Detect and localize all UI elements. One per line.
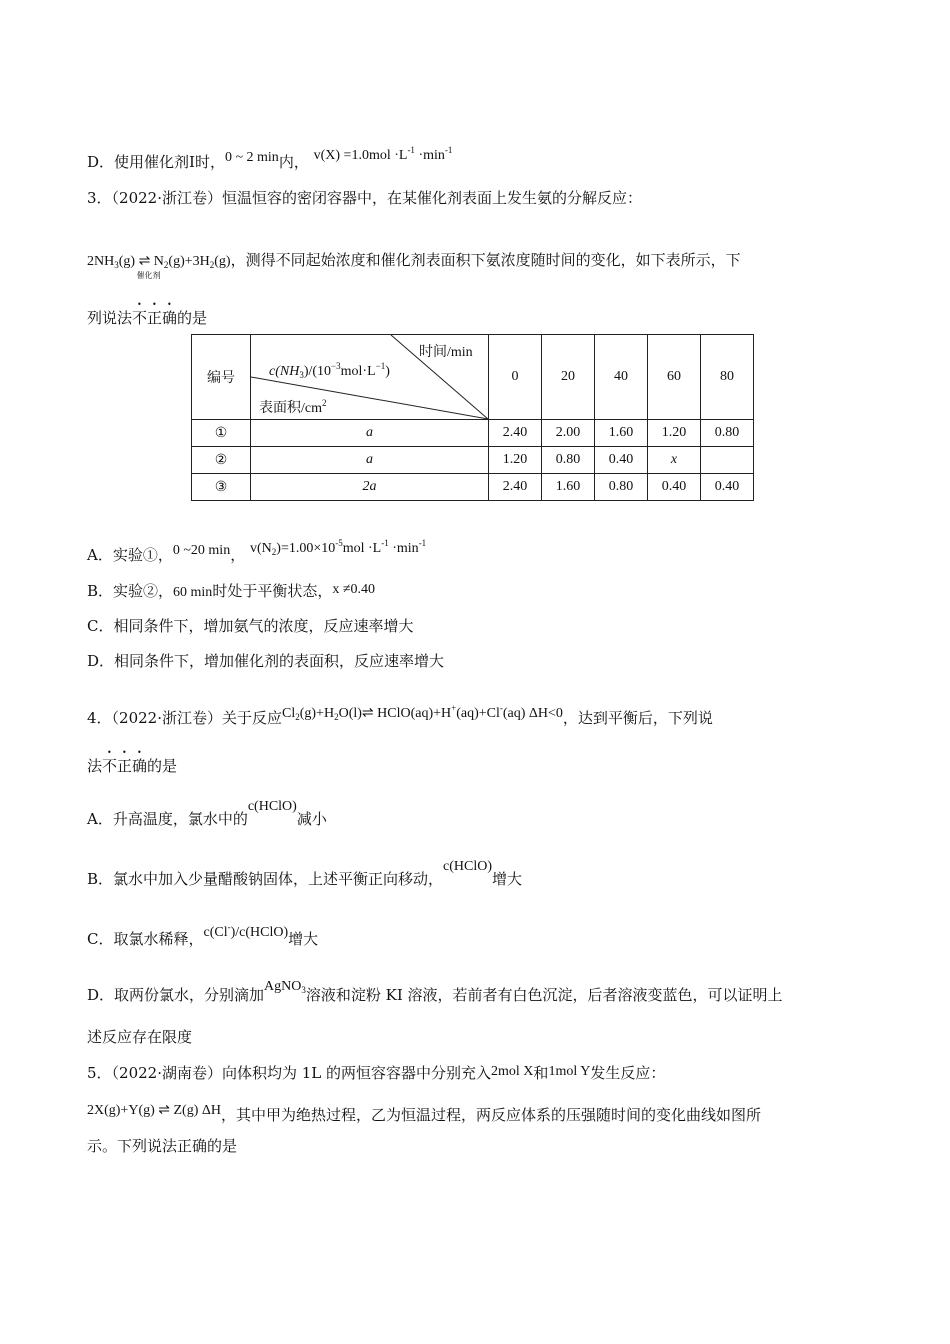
header-area: 表面积$/cm^2$ [259, 398, 327, 416]
header-no: 编号 [192, 335, 251, 420]
option-text: 减小 [296, 810, 327, 828]
ratio-formula [203, 917, 288, 943]
subscript: 3 [114, 260, 119, 270]
formula-text: mol ·L [342, 541, 382, 556]
table-cell: x [648, 447, 701, 474]
q4-option-d [87, 977, 783, 1005]
time-range: 0 ~20 min [172, 543, 231, 558]
formula-text: (g)+H [299, 706, 335, 721]
ammonia-equation [87, 252, 231, 280]
q3-option-b [87, 580, 375, 603]
stem-text: 4．（2022·浙江卷）关于反应 [87, 709, 282, 727]
condition-formula: x ≠0.40 [332, 582, 376, 597]
formula-text: Cl [282, 706, 296, 721]
row-no: ② [192, 447, 251, 474]
col-time-40: 40 [595, 335, 648, 420]
catalyst-label: 催化剂 [136, 271, 161, 280]
table-cell: 0.40 [701, 474, 754, 501]
subscript: 2 [334, 712, 339, 722]
table-cell: 0.80 [701, 420, 754, 447]
q5-stem-line1 [87, 1062, 665, 1083]
option-text: B．实验②， [87, 582, 174, 600]
option-text: ， [230, 546, 246, 564]
q4-option-d-line2: 述反应存在限度 [87, 1028, 193, 1046]
subscript: 2 [163, 260, 169, 270]
table-cell: 1.60 [595, 420, 648, 447]
q5-stem-line2 [87, 1101, 761, 1125]
formula-text: ·min [388, 541, 419, 556]
superscript: - [499, 703, 503, 713]
formula-text: (g)+3H [168, 254, 210, 269]
stem-text: 的是 [177, 309, 208, 327]
option-text: D．取两份氯水，分别滴加 [87, 986, 265, 1004]
stem-text: 的是 [147, 757, 178, 775]
col-time-80: 80 [701, 335, 754, 420]
q3-stem-line2 [87, 250, 741, 280]
option-text: B．氯水中加入少量醋酸钠固体，上述平衡正向移动， [87, 870, 444, 888]
formula-text: c(Cl [203, 925, 228, 940]
header-time: 时间/min [419, 345, 473, 360]
formula-text: (g) [118, 254, 136, 269]
row-area: a [251, 420, 489, 447]
table-row [192, 447, 754, 474]
formula-text: (aq) ΔH<0 [502, 706, 563, 721]
stem-text: 发生反应： [590, 1064, 666, 1082]
stem-text: 和 [533, 1064, 549, 1082]
reaction-equation: 2X(g)+Y(g) ⇌ Z(g) ΔH [87, 1103, 221, 1118]
q4-stem-line1 [87, 698, 713, 728]
table-cell: 2.40 [489, 474, 542, 501]
rate-formula [250, 533, 426, 562]
emphasis-text: 不正确 [102, 757, 148, 775]
formula-text: v(N [250, 541, 272, 556]
stem-text: ，测得不同起始浓度和催化剂表面积下氨浓度随时间的变化，如下表所示，下 [230, 251, 741, 269]
q4-option-b [87, 857, 522, 889]
hclo-concentration: c(HClO) [247, 799, 297, 814]
exponent: -1 [381, 538, 389, 548]
option-text: 增大 [288, 930, 319, 948]
formula-text: 表面积/cm [259, 401, 322, 416]
formula-text: )/(10 [303, 364, 332, 379]
exponent: -1 [418, 538, 427, 548]
option-text: 增大 [492, 870, 523, 888]
formula-text: mol·L [340, 364, 376, 379]
formula-text: AgNO [264, 979, 302, 994]
table-cell: 0.80 [595, 474, 648, 501]
col-time-20: 20 [542, 335, 595, 420]
stem-text: ，达到平衡后，下列说 [562, 709, 713, 727]
chlorine-equation [282, 698, 563, 727]
table-cell: 2.00 [542, 420, 595, 447]
option-text: A．实验①， [87, 546, 173, 564]
formula-text: c(NH [269, 364, 300, 379]
formula-text: )=1.00×10 [276, 541, 336, 556]
superscript: + [451, 703, 457, 713]
subscript: 2 [271, 547, 277, 557]
amount-x: 2mol X [491, 1064, 534, 1079]
concentration-table [191, 334, 754, 501]
table-cell [701, 447, 754, 474]
option-text: C．取氯水稀释， [87, 930, 204, 948]
q5-stem-line3: 示。下列说法正确的是 [87, 1137, 238, 1155]
formula-text: ) [385, 364, 390, 379]
option-d-prev [87, 140, 452, 172]
option-text: 时处于平衡状态， [212, 582, 333, 600]
time-value: 60 min [173, 585, 213, 600]
formula-text: )/c(HClO) [230, 925, 289, 940]
formula-text: O(l)⇌ HClO(aq)+H [338, 706, 452, 721]
stem-text: ，其中甲为绝热过程，乙为恒温过程，两反应体系的压强随时间的变化曲线如图所 [220, 1106, 761, 1124]
row-area: a [251, 447, 489, 474]
table-cell: 0.40 [648, 474, 701, 501]
q3-option-d: D．相同条件下，增加催化剂的表面积，反应速率增大 [87, 652, 445, 670]
option-text: 溶液和淀粉 KI 溶液，若前者有白色沉淀，后者溶液变蓝色，可以证明上 [305, 986, 783, 1004]
emphasis-text: 不正确 [132, 309, 178, 327]
subscript: 3 [301, 985, 306, 995]
col-time-0: 0 [489, 335, 542, 420]
table-cell: 1.60 [542, 474, 595, 501]
table-cell: 0.40 [595, 447, 648, 474]
q3-stem-line1: 3．（2022·浙江卷）恒温恒容的密闭容器中，在某催化剂表面上发生氨的分解反应： [87, 189, 642, 207]
exponent: -1 [444, 145, 453, 155]
table-row [192, 474, 754, 501]
hclo-concentration: c(HClO) [443, 859, 493, 874]
table-cell: 2.40 [489, 420, 542, 447]
row-no: ① [192, 420, 251, 447]
formula-text: ·min [414, 148, 445, 163]
option-text: 内， [278, 153, 309, 171]
table-cell: 1.20 [648, 420, 701, 447]
header-diagonal [251, 335, 489, 420]
subscript: 2 [295, 712, 300, 722]
formula-text: v(X) =1.0mol ·L [313, 148, 408, 163]
stem-text: 列说法 [87, 309, 133, 327]
table-cell: 1.20 [489, 447, 542, 474]
exponent: -1 [407, 145, 415, 155]
header-concentration: $c(NH_3)/(10^{-3}mol\cdot L^{-1})$ [269, 361, 390, 380]
exponent: -5 [335, 538, 343, 548]
col-time-60: 60 [648, 335, 701, 420]
table-cell: 0.80 [542, 447, 595, 474]
q4-option-c [87, 917, 318, 949]
stem-text: 法 [87, 757, 103, 775]
formula-text: (g) [214, 254, 231, 269]
row-no: ③ [192, 474, 251, 501]
silver-nitrate-formula [264, 977, 306, 1000]
option-text: D．使用催化剂Ⅰ时， [87, 153, 225, 171]
formula-text: 2NH [87, 254, 115, 269]
row-area: 2a [251, 474, 489, 501]
formula-text: N [153, 254, 164, 269]
table-row [192, 420, 754, 447]
stem-text: 5．（2022·湖南卷）向体积均为 1L 的两恒容容器中分别充入 [87, 1064, 492, 1082]
q3-option-a [87, 533, 426, 565]
formula-text: (aq)+Cl [456, 706, 500, 721]
rate-formula [314, 140, 453, 166]
q4-option-a [87, 797, 327, 829]
subscript: 2 [209, 260, 215, 270]
time-range: 0 ~ 2 min [224, 150, 279, 165]
table-header-row [192, 335, 754, 420]
q4-stem-line2 [87, 748, 177, 776]
q3-stem-line3 [87, 300, 207, 328]
amount-y: 1mol Y [548, 1064, 591, 1079]
option-text: A．升高温度，氯水中的 [87, 810, 248, 828]
equilibrium-arrow: ⇌ [138, 254, 151, 269]
superscript: - [227, 922, 231, 932]
q3-option-c: C．相同条件下，增加氨气的浓度，反应速率增大 [87, 617, 414, 635]
